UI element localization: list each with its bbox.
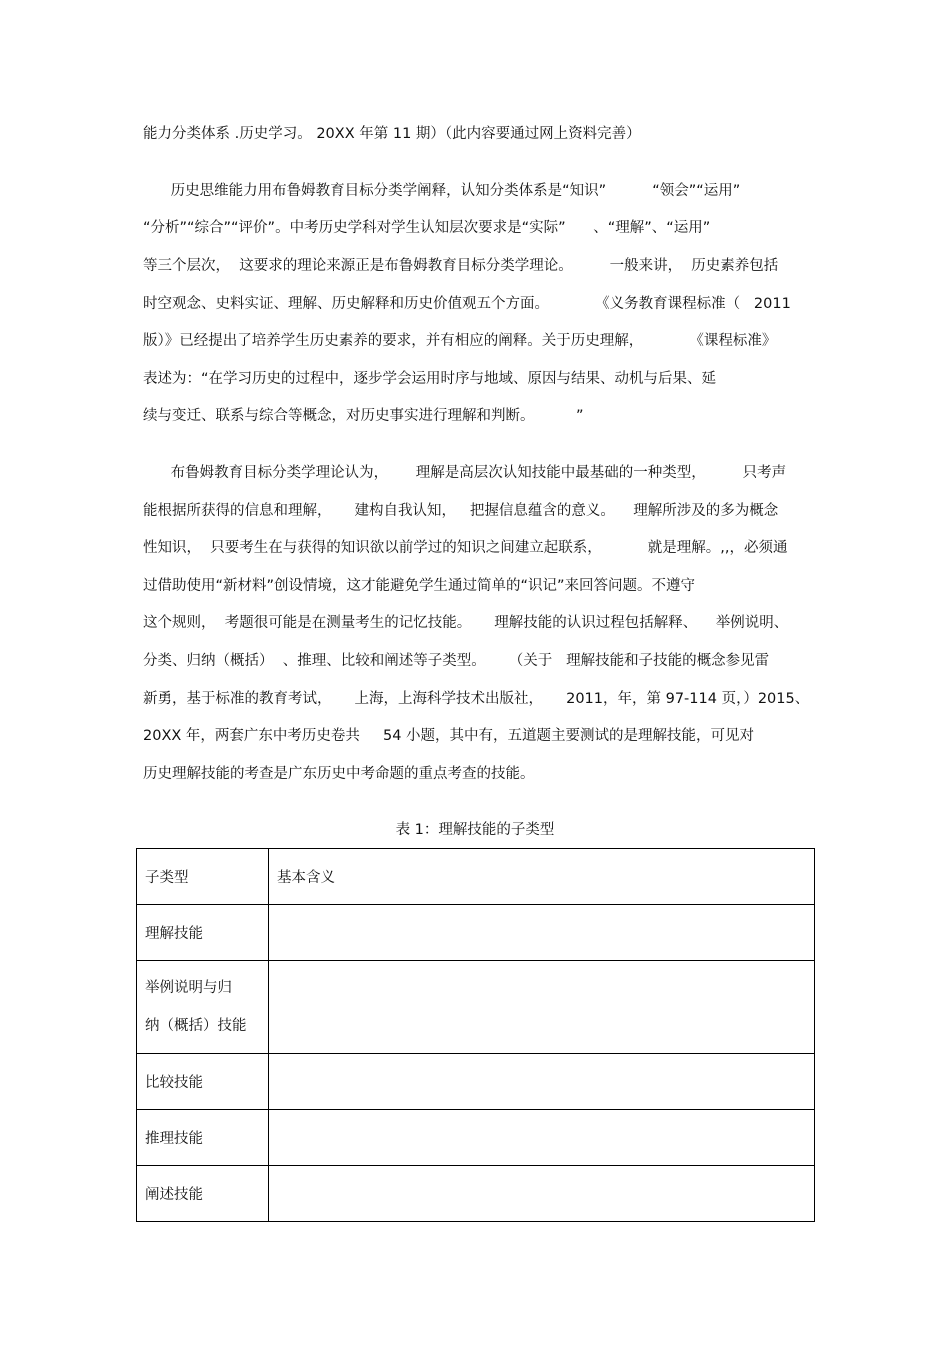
text-line: 分类、归纳（概括） 、推理、比较和阐述等子类型。 （关于 理解技能和子技能的概念参见雷: [143, 653, 770, 669]
text-line: 历史理解技能的考查是广东历史中考命题的重点考查的技能。: [143, 766, 535, 782]
table-row: [137, 1166, 815, 1222]
table-row: [137, 961, 815, 1054]
table-header-row: [137, 849, 815, 905]
text-line: 这个规则， 考题很可能是在测量考生的记忆技能。 理解技能的认识过程包括解释、 举例说明、: [143, 615, 789, 631]
skills-table: [136, 848, 815, 1222]
subtype-cell-line: 举例说明与归: [145, 980, 232, 996]
table-row: [137, 1054, 815, 1110]
text-line: 20XX 年，两套广东中考历史卷共 54 小题，其中有，五道题主要测试的是理解技能，可见对: [143, 728, 755, 744]
meaning-cell: [269, 961, 815, 1054]
table-caption: 表 1：理解技能的子类型: [395, 822, 555, 838]
text-line: 历史思维能力用布鲁姆教育目标分类学阐释，认知分类体系是“知识” “领会”“运用”: [143, 183, 741, 199]
header-cell-meaning: 基本含义: [269, 849, 815, 905]
text-line: 新勇，基于标准的教育考试， 上海，上海科学技术出版社， 2011，年，第 97-114 页，）2015、: [143, 691, 810, 707]
subtype-cell-line: 纳（概括）技能: [145, 1018, 247, 1034]
subtype-cell: [137, 961, 269, 1054]
text-line: 能根据所获得的信息和理解， 建构自我认知， 把握信息蕴含的意义。 理解所涉及的多为概念: [143, 503, 779, 519]
text-line: 版）》已经提出了培养学生历史素养的要求，并有相应的阐释。关于历史理解， 《课程标准》: [143, 333, 777, 349]
meaning-cell: [269, 1166, 815, 1222]
text-line: 等三个层次， 这要求的理论来源正是布鲁姆教育目标分类学理论。 一般来讲， 历史素养包括: [143, 258, 779, 274]
text-line: 能力分类体系 .历史学习。 20XX 年第 11 期）（此内容要通过网上资料完善）: [143, 126, 641, 142]
meaning-cell: [269, 905, 815, 961]
subtype-cell: 理解技能: [137, 905, 269, 961]
table-row: [137, 905, 815, 961]
table-row: [137, 1110, 815, 1166]
header-cell-subtype: 子类型: [137, 849, 269, 905]
text-line: 性知识， 只要考生在与获得的知识欲以前学过的知识之间建立起联系， 就是理解。,,，必须通: [143, 540, 788, 556]
subtype-cell: 阐述技能: [137, 1166, 269, 1222]
text-line: 表述为：“在学习历史的过程中，逐步学会运用时序与地域、原因与结果、动机与后果、延: [143, 371, 717, 387]
text-line: 续与变迁、联系与综合等概念，对历史事实进行理解和判断。 ”: [143, 408, 584, 424]
text-line: 过借助使用“新材料”创设情境，这才能避免学生通过简单的“识记”来回答问题。不遵守: [143, 578, 696, 594]
subtype-cell: 比较技能: [137, 1054, 269, 1110]
text-line: 布鲁姆教育目标分类学理论认为， 理解是高层次认知技能中最基础的一种类型， 只考声: [143, 465, 787, 481]
text-line: “分析”“综合”“评价”。中考历史学科对学生认知层次要求是“实际” 、“理解”、“运用”: [143, 220, 711, 236]
meaning-cell: [269, 1054, 815, 1110]
text-line: 时空观念、史料实证、理解、历史解释和历史价值观五个方面。 《义务教育课程标准（ 2011: [143, 296, 791, 312]
meaning-cell: [269, 1110, 815, 1166]
subtype-cell: 推理技能: [137, 1110, 269, 1166]
